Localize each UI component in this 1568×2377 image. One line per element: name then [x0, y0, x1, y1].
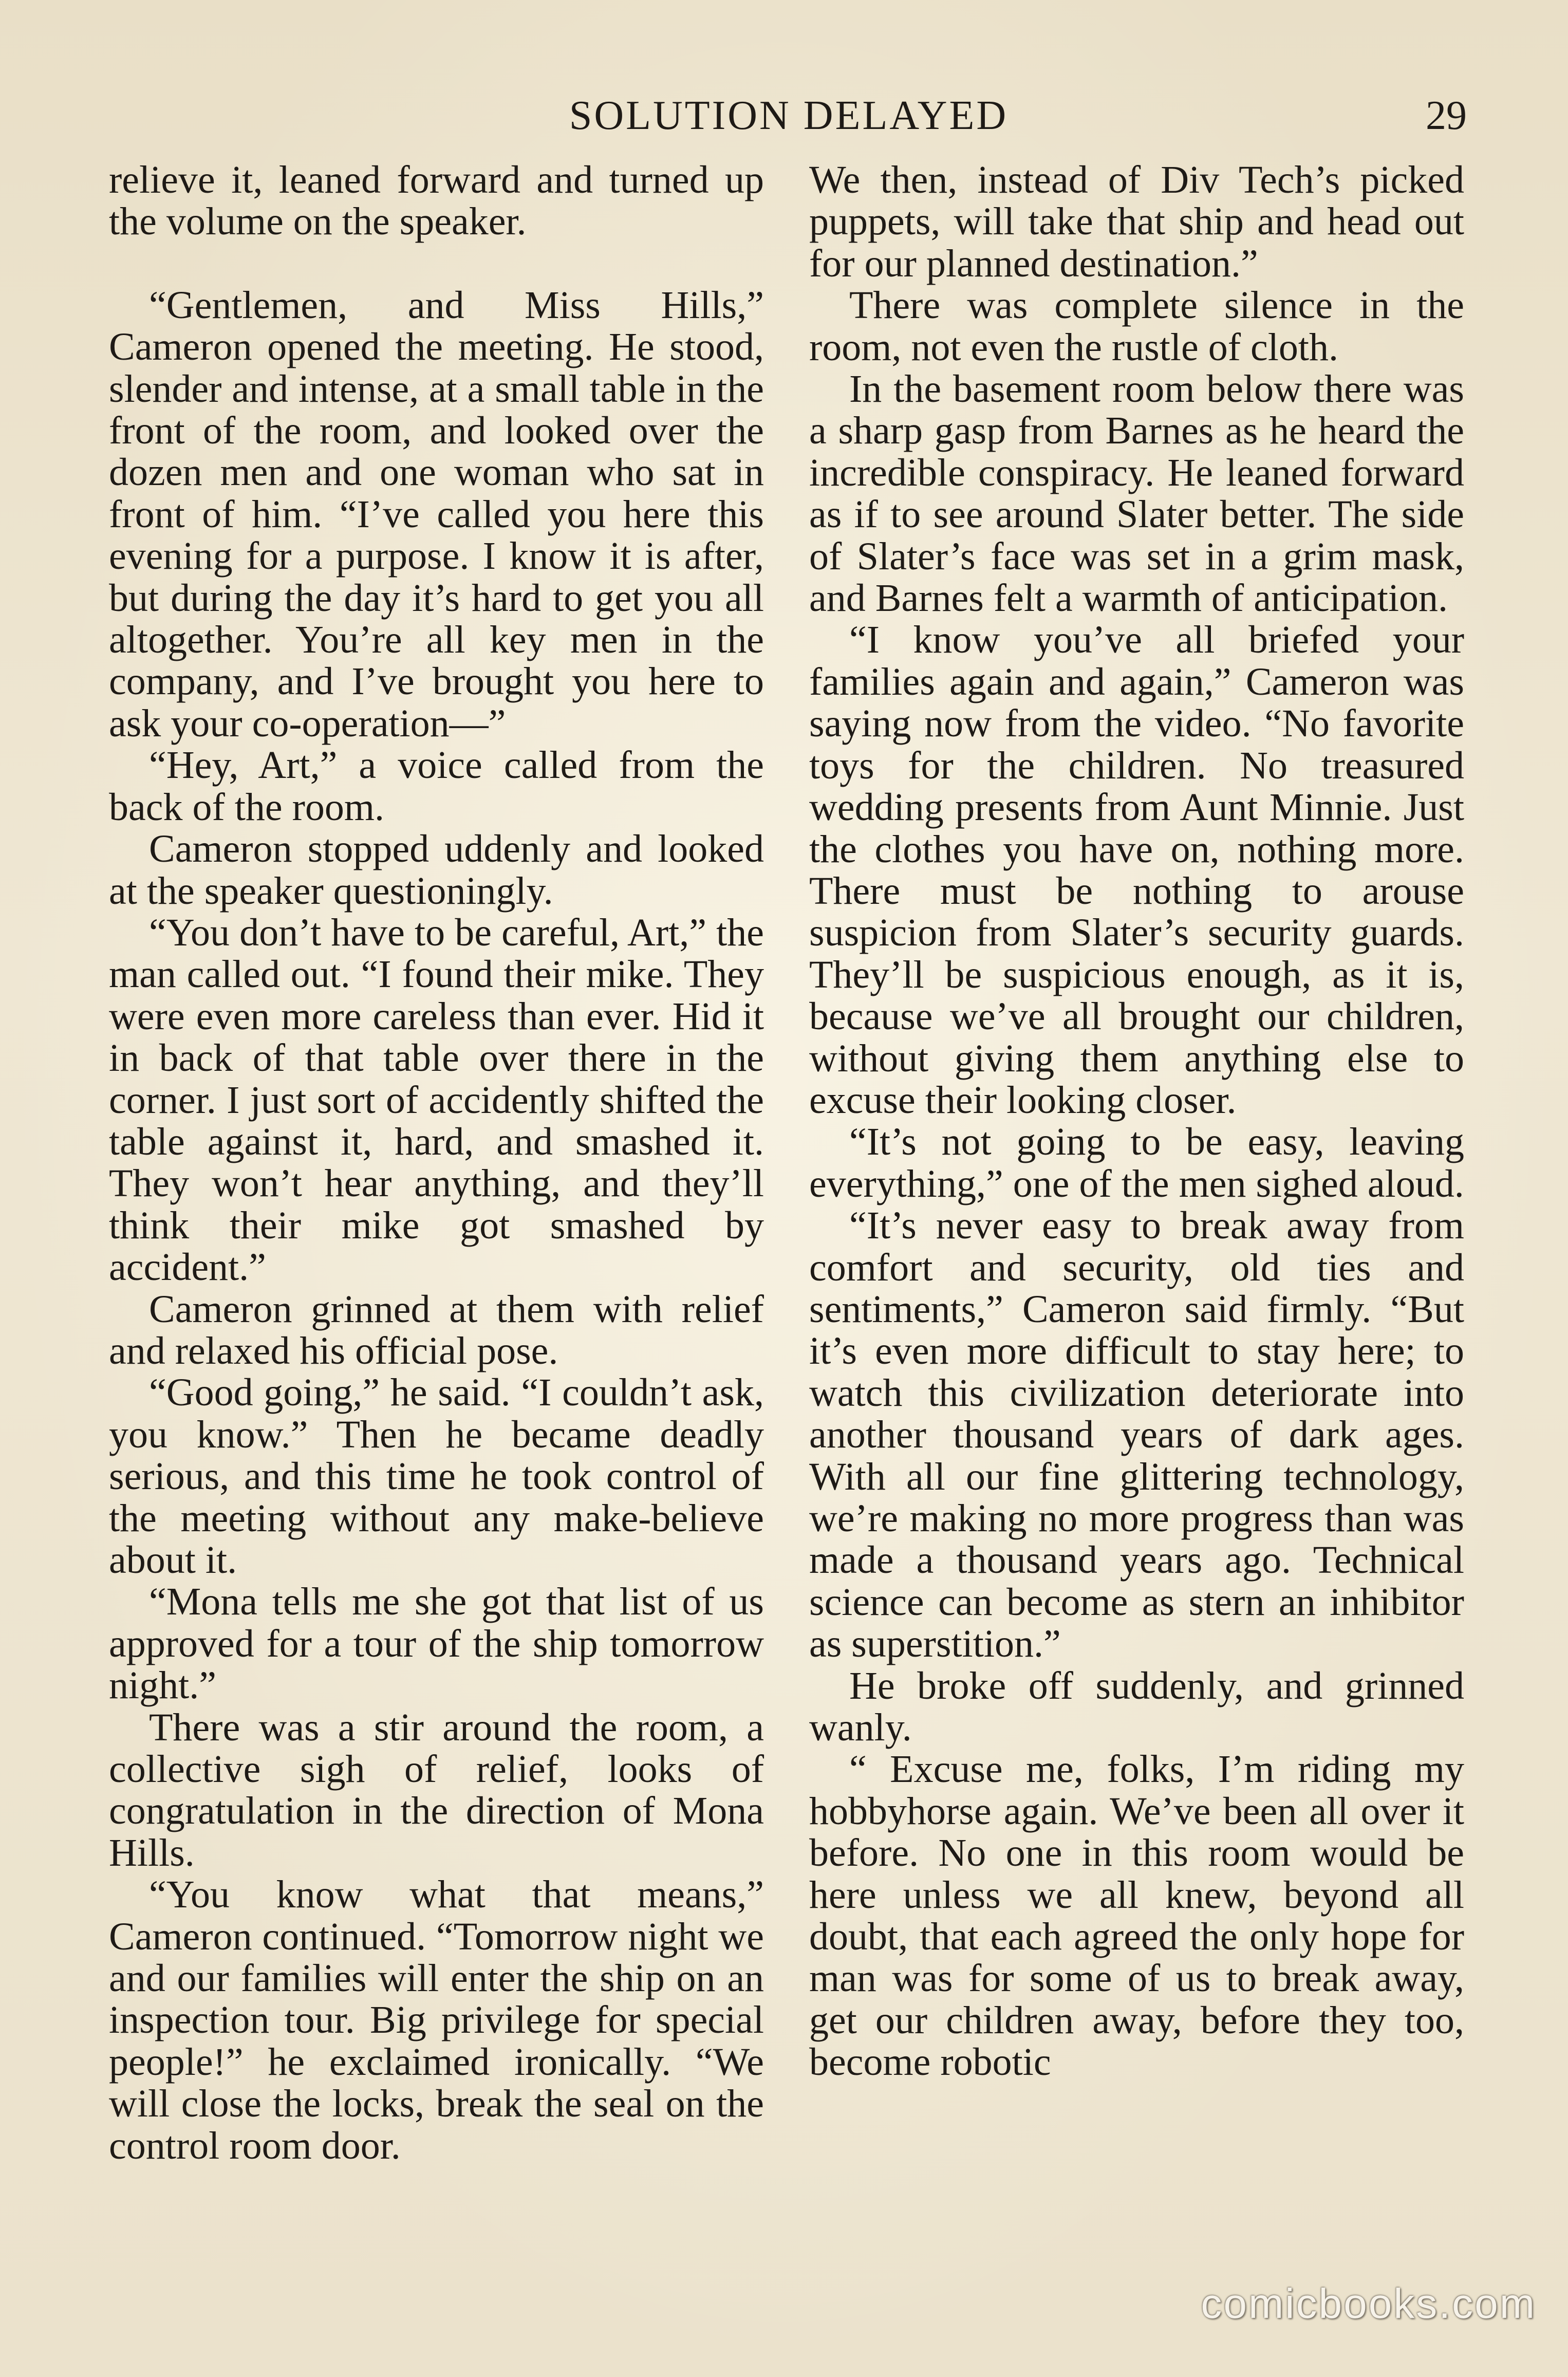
paragraph: Cameron stopped uddenly and looked at the speaker questioningly.: [109, 827, 764, 913]
paragraph: There was complete silence in the room, not even the rustle of cloth.: [809, 284, 1464, 369]
paragraph: “It’s not going to be easy, leaving everything,” one of the men sighed aloud.: [809, 1120, 1464, 1205]
paragraph: “You don’t have to be careful, Art,” the man called out. “I found their mike. They were even more careless than ever. Hid it in back of that table over there in the corner. I just sort of accidently shifted the table against it, hard, and smashed it. They won’t hear anything, and they’ll think their mike got smashed by accident.”: [109, 911, 764, 1289]
paragraph: “It’s never easy to break away from comfort and security, old ties and sentiments,” Cameron said firmly. “But it’s even more difficult to stay here; to watch this civilization deteriorate into another thousand years of dark ages. With all our fine glittering technology, we’re making no more progress than was made a thousand years ago. Technical science can become as stern an inhibitor as superstition.”: [809, 1204, 1464, 1666]
page-number: 29: [1426, 93, 1467, 138]
paragraph: “Hey, Art,” a voice called from the back of the room.: [109, 744, 764, 829]
paragraph: “You know what that means,” Cameron continued. “Tomorrow night we and our families will enter the ship on an inspection tour. Big privilege for special people!” he exclaimed ironically. “We will close the locks, break the seal on the control room door.: [109, 1873, 764, 2167]
paragraph: “ Excuse me, folks, I’m riding my hobbyhorse again. We’ve been all over it before. No one in this room would be here unless we all knew, beyond all doubt, that each agreed the only hope for man was for some of us to break away, get our children away, before they too, become robotic: [809, 1748, 1464, 2084]
paragraph: We then, instead of Div Tech’s picked puppets, will take that ship and head out for our planned destination.”: [809, 158, 1464, 285]
paragraph: “Mona tells me she got that list of us approved for a tour of the ship tomorrow night.”: [109, 1580, 764, 1707]
page-title: SOLUTION DELAYED: [569, 93, 1009, 138]
paragraph: “Good going,” he said. “I couldn’t ask, you know.” Then he became deadly serious, and this time he took control of the meeting without any make-believe about it.: [109, 1371, 764, 1582]
paragraph: “Gentlemen, and Miss Hills,” Cameron opened the meeting. He stood, slender and intense, at a small table in the front of the room, and looked over the dozen men and one woman who sat in front of him. “I’ve called you here this evening for a purpose. I know it is after, but during the day it’s hard to get you all altogether. You’re all key men in the company, and I’ve brought you here to ask your co-operation—”: [109, 283, 764, 745]
paragraph: In the basement room below there was a sharp gasp from Barnes as he heard the incredible conspiracy. He leaned forward as if to see around Slater better. The side of Slater’s face was set in a grim mask, and Barnes felt a warmth of anticipation.: [809, 367, 1464, 620]
paragraph: He broke off suddenly, and grinned wanly.: [809, 1664, 1464, 1750]
paragraph: relieve it, leaned forward and turned up the volume on the speaker.: [109, 158, 764, 244]
left-column: [109, 159, 764, 2167]
paragraph: There was a stir around the room, a collective sigh of relief, looks of congratulation in the direction of Mona Hills.: [109, 1705, 764, 1874]
paragraph: “I know you’ve all briefed your families again and again,” Cameron was saying now from the video. “No favorite toys for the children. No treasured wedding presents from Aunt Minnie. Just the clothes you have on, nothing more. There must be nothing to arouse suspicion from Slater’s security guards. They’ll be suspicious enough, as it is, because we’ve all brought our children, without giving them anything else to excuse their looking closer.: [809, 618, 1464, 1122]
right-column: [809, 159, 1464, 2084]
site-watermark: comicbooks.com: [1201, 2280, 1536, 2327]
paragraph: Cameron grinned at them with relief and relaxed his official pose.: [109, 1287, 764, 1372]
running-head: [110, 87, 1467, 144]
